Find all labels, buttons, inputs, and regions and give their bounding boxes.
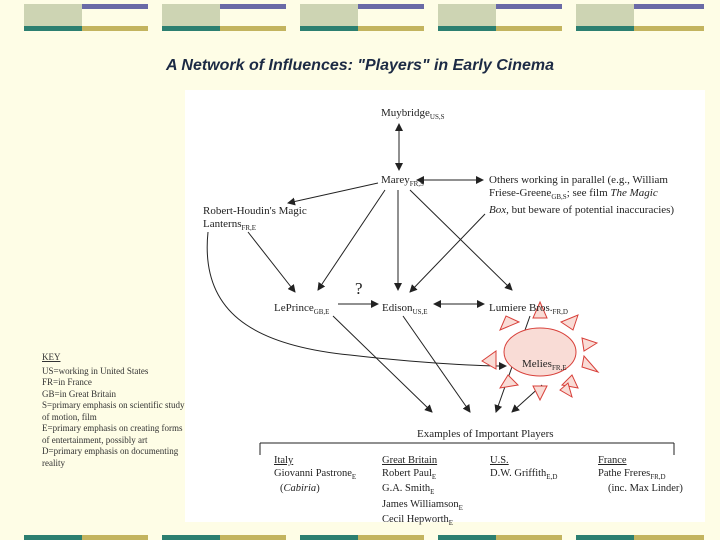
node-edison: Edison$_{US,E}$ — [382, 302, 428, 317]
node-melies: Melies$_{FR,E}$ — [522, 358, 567, 373]
key-line: D=primary emphasis on documenting — [42, 446, 179, 456]
key-line: of entertainment, possibly art — [42, 434, 148, 445]
arrow-houdin-melies — [207, 232, 506, 366]
legend-key — [42, 352, 207, 469]
key-label: KEY — [42, 352, 61, 362]
arrow-marey-houdin — [288, 183, 378, 203]
column-us: U.S. D.W. Griffith$_{E,D}$ — [490, 455, 558, 481]
slide-title: A Network of Influences: "Players" in Early Cinema — [165, 57, 555, 74]
key-line: reality — [42, 457, 65, 468]
key-line: E=primary emphasis on creating forms — [42, 423, 183, 433]
node-marey: Marey$_{FR,S}$ — [381, 174, 424, 189]
examples-heading: Examples of Important Players — [417, 428, 554, 440]
key-line: S=primary emphasis on scientific study — [42, 400, 185, 410]
arrow-leprince-examples — [333, 316, 432, 412]
arrow-houdin-leprince — [248, 232, 295, 292]
key-line: FR=in France — [42, 377, 92, 387]
question-mark: ? — [355, 279, 363, 298]
node-houdin: Robert-Houdin's Magic Lanterns$_{FR,E}$ — [203, 205, 307, 233]
key-line: of motion, film — [42, 411, 97, 422]
node-leprince: LePrince$_{GB,E}$ — [274, 302, 330, 317]
node-lumiere: Lumiere $Bros._{FR,D}$ — [489, 302, 568, 317]
arrow-marey-leprince — [318, 190, 385, 290]
column-italy: Italy Giovanni Pastrone$_E$ (Cabiria) — [274, 455, 357, 495]
column-france: France Pathe Freres$_{FR,D}$ (inc. Max Linder) — [598, 455, 683, 495]
node-others: Others working in parallel (e.g., William Friese-Greene$_{GB,S}$; see film The Magic Box, but beware of potential inaccuracies) — [489, 174, 675, 217]
arrow-edison-examples — [403, 316, 470, 412]
column-great-britain: Great Britain Robert Paul$_E$ G.A. Smith$_E$ James Williamson$_E$ Cecil Hepworth$_E$ — [382, 455, 463, 528]
node-muybridge: Muybridge$_{US,S}$ — [381, 107, 445, 122]
key-line: GB=in Great Britain — [42, 388, 117, 399]
key-line: US=working in United States — [42, 365, 149, 376]
